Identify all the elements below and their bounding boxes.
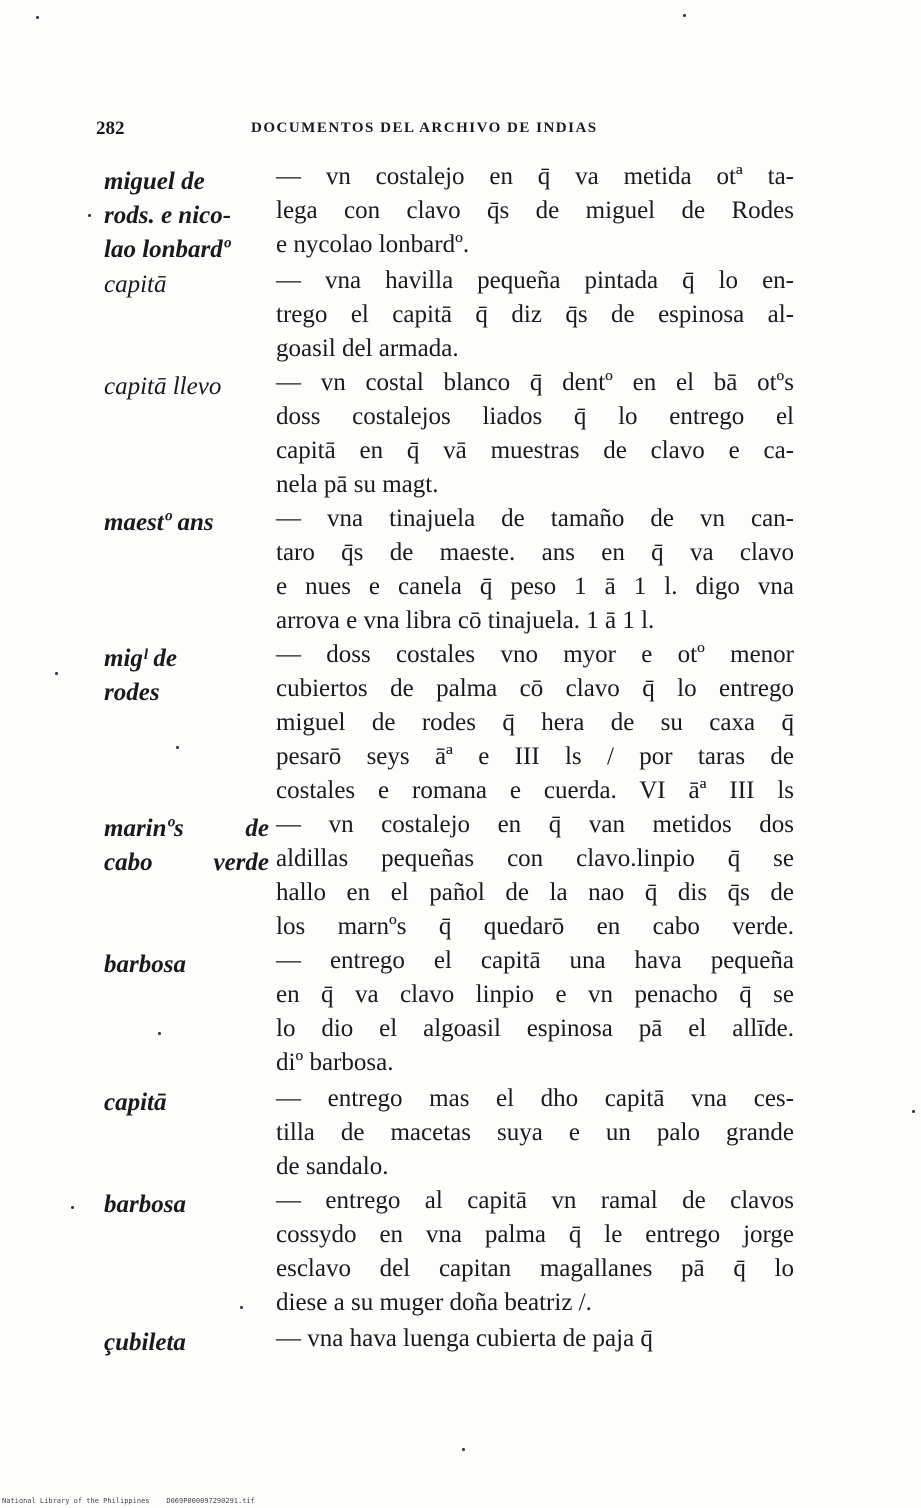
margin-line: cabo verde [104,849,269,876]
text-line: e nycolao lonbardº. [276,231,470,258]
margin-note [104,165,269,267]
margin-line: rodes [104,679,160,706]
entry-text [276,502,794,638]
text-line: nela pā su magt. [276,471,439,498]
entry-text [276,1082,794,1184]
text-line: cubiertos de palma cō clavo q̄ lo entrego [276,675,794,702]
margin-line: capitā [104,271,167,298]
text-line: doss costalejos liados q̄ lo entrego el [276,403,794,430]
margin-note [104,370,269,404]
entry-text [276,366,794,502]
scan-speck [683,14,686,17]
margin-line: çubileta [104,1329,186,1356]
entry-text [276,1184,794,1320]
scan-speck [912,1110,915,1113]
text-line: los marnºs q̄ quedarō en cabo verde. [276,913,794,940]
text-line: en q̄ va clavo linpio e vn penacho q̄ se [276,981,794,1008]
scan-footer: National Library of the Philippines D069P000097290291.tif [2,1497,255,1505]
text-line: — vn costalejo en q̄ van metidos dos [276,811,794,838]
scan-speck [55,672,58,675]
text-line: esclavo del capitan magallanes pā q̄ lo [276,1255,794,1282]
margin-note [104,1188,269,1222]
text-line: diese a su muger doña beatriz /. [276,1289,592,1316]
entry-text [276,160,794,262]
scan-speck [176,746,179,749]
entry-text [276,808,794,944]
text-line: cossydo en vna palma q̄ le entrego jorge [276,1221,794,1248]
text-line: arrova e vna libra cō tinajuela. 1 ā 1 l. [276,607,655,634]
text-line: — doss costales vno myor e otº menor [276,641,794,668]
margin-line: capitā [104,1089,167,1116]
entry-text [276,264,794,366]
text-line: taro q̄s de maeste. ans en q̄ va clavo [276,539,794,566]
margin-note [104,642,269,710]
text-line: — entrego al capitā vn ramal de clavos [276,1187,794,1214]
text-line: — entrego mas el dho capitā vna ces- [276,1085,794,1112]
margin-line: capitā llevo [104,373,222,400]
margin-line: miguel de [104,168,205,195]
margin-line: maestº ans [104,509,214,536]
text-line: — vn costalejo en q̄ va metida otª ta- [276,163,794,190]
text-line: — vna tinajuela de tamaño de vn can- [276,505,794,532]
text-line: goasil del armada. [276,335,459,362]
margin-line: marinºs de [104,815,269,842]
margin-line: migˡ de [104,645,177,672]
entry-text [276,1322,794,1356]
scan-speck [240,1306,243,1309]
margin-note [104,812,269,880]
scan-speck [88,214,91,217]
running-title: DOCUMENTOS DEL ARCHIVO DE INDIAS [251,120,598,136]
entry-text [276,944,794,1080]
margin-line: rods. e nico- [104,202,232,229]
margin-note [104,948,269,982]
text-line: — vna havilla pequeña pintada q̄ lo en- [276,267,794,294]
scan-speck [36,16,39,19]
text-line: lega con clavo q̄s de miguel de Rodes [276,197,794,224]
text-line: pesarō seys āª e III ls / por taras de [276,743,794,770]
text-line: — vn costal blanco q̄ dentº en el bā otºs [276,369,794,396]
text-line: capitā en q̄ vā muestras de clavo e ca- [276,437,794,464]
text-line: e nues e canela q̄ peso 1 ā 1 l. digo vna [276,573,794,600]
margin-line: lao lonbardº [104,236,231,263]
text-line: lo dio el algoasil espinosa pā el allīde. [276,1015,794,1042]
page-header [96,118,796,148]
margin-note [104,268,269,302]
text-line: trego el capitā q̄ diz q̄s de espinosa al- [276,301,794,328]
entry-text [276,638,794,808]
scan-speck [158,1032,161,1035]
text-line: de sandalo. [276,1153,389,1180]
margin-note [104,506,269,540]
scan-speck [71,1206,74,1209]
text-line: tilla de macetas suya e un palo grande [276,1119,794,1146]
margin-line: barbosa [104,1191,186,1218]
page-number: 282 [96,118,125,139]
margin-note [104,1326,269,1360]
text-line: diº barbosa. [276,1049,394,1076]
scan-speck [462,1448,465,1451]
text-line: — vna hava luenga cubierta de paja q̄ [276,1325,653,1352]
margin-line: barbosa [104,951,186,978]
text-line: aldillas pequeñas con clavo.linpio q̄ se [276,845,794,872]
text-line: — entrego el capitā una hava pequeña [276,947,794,974]
margin-note [104,1086,269,1120]
text-line: miguel de rodes q̄ hera de su caxa q̄ [276,709,794,736]
text-line: hallo en el pañol de la nao q̄ dis q̄s de [276,879,794,906]
text-line: costales e romana e cuerda. VI āª III ls [276,777,794,804]
